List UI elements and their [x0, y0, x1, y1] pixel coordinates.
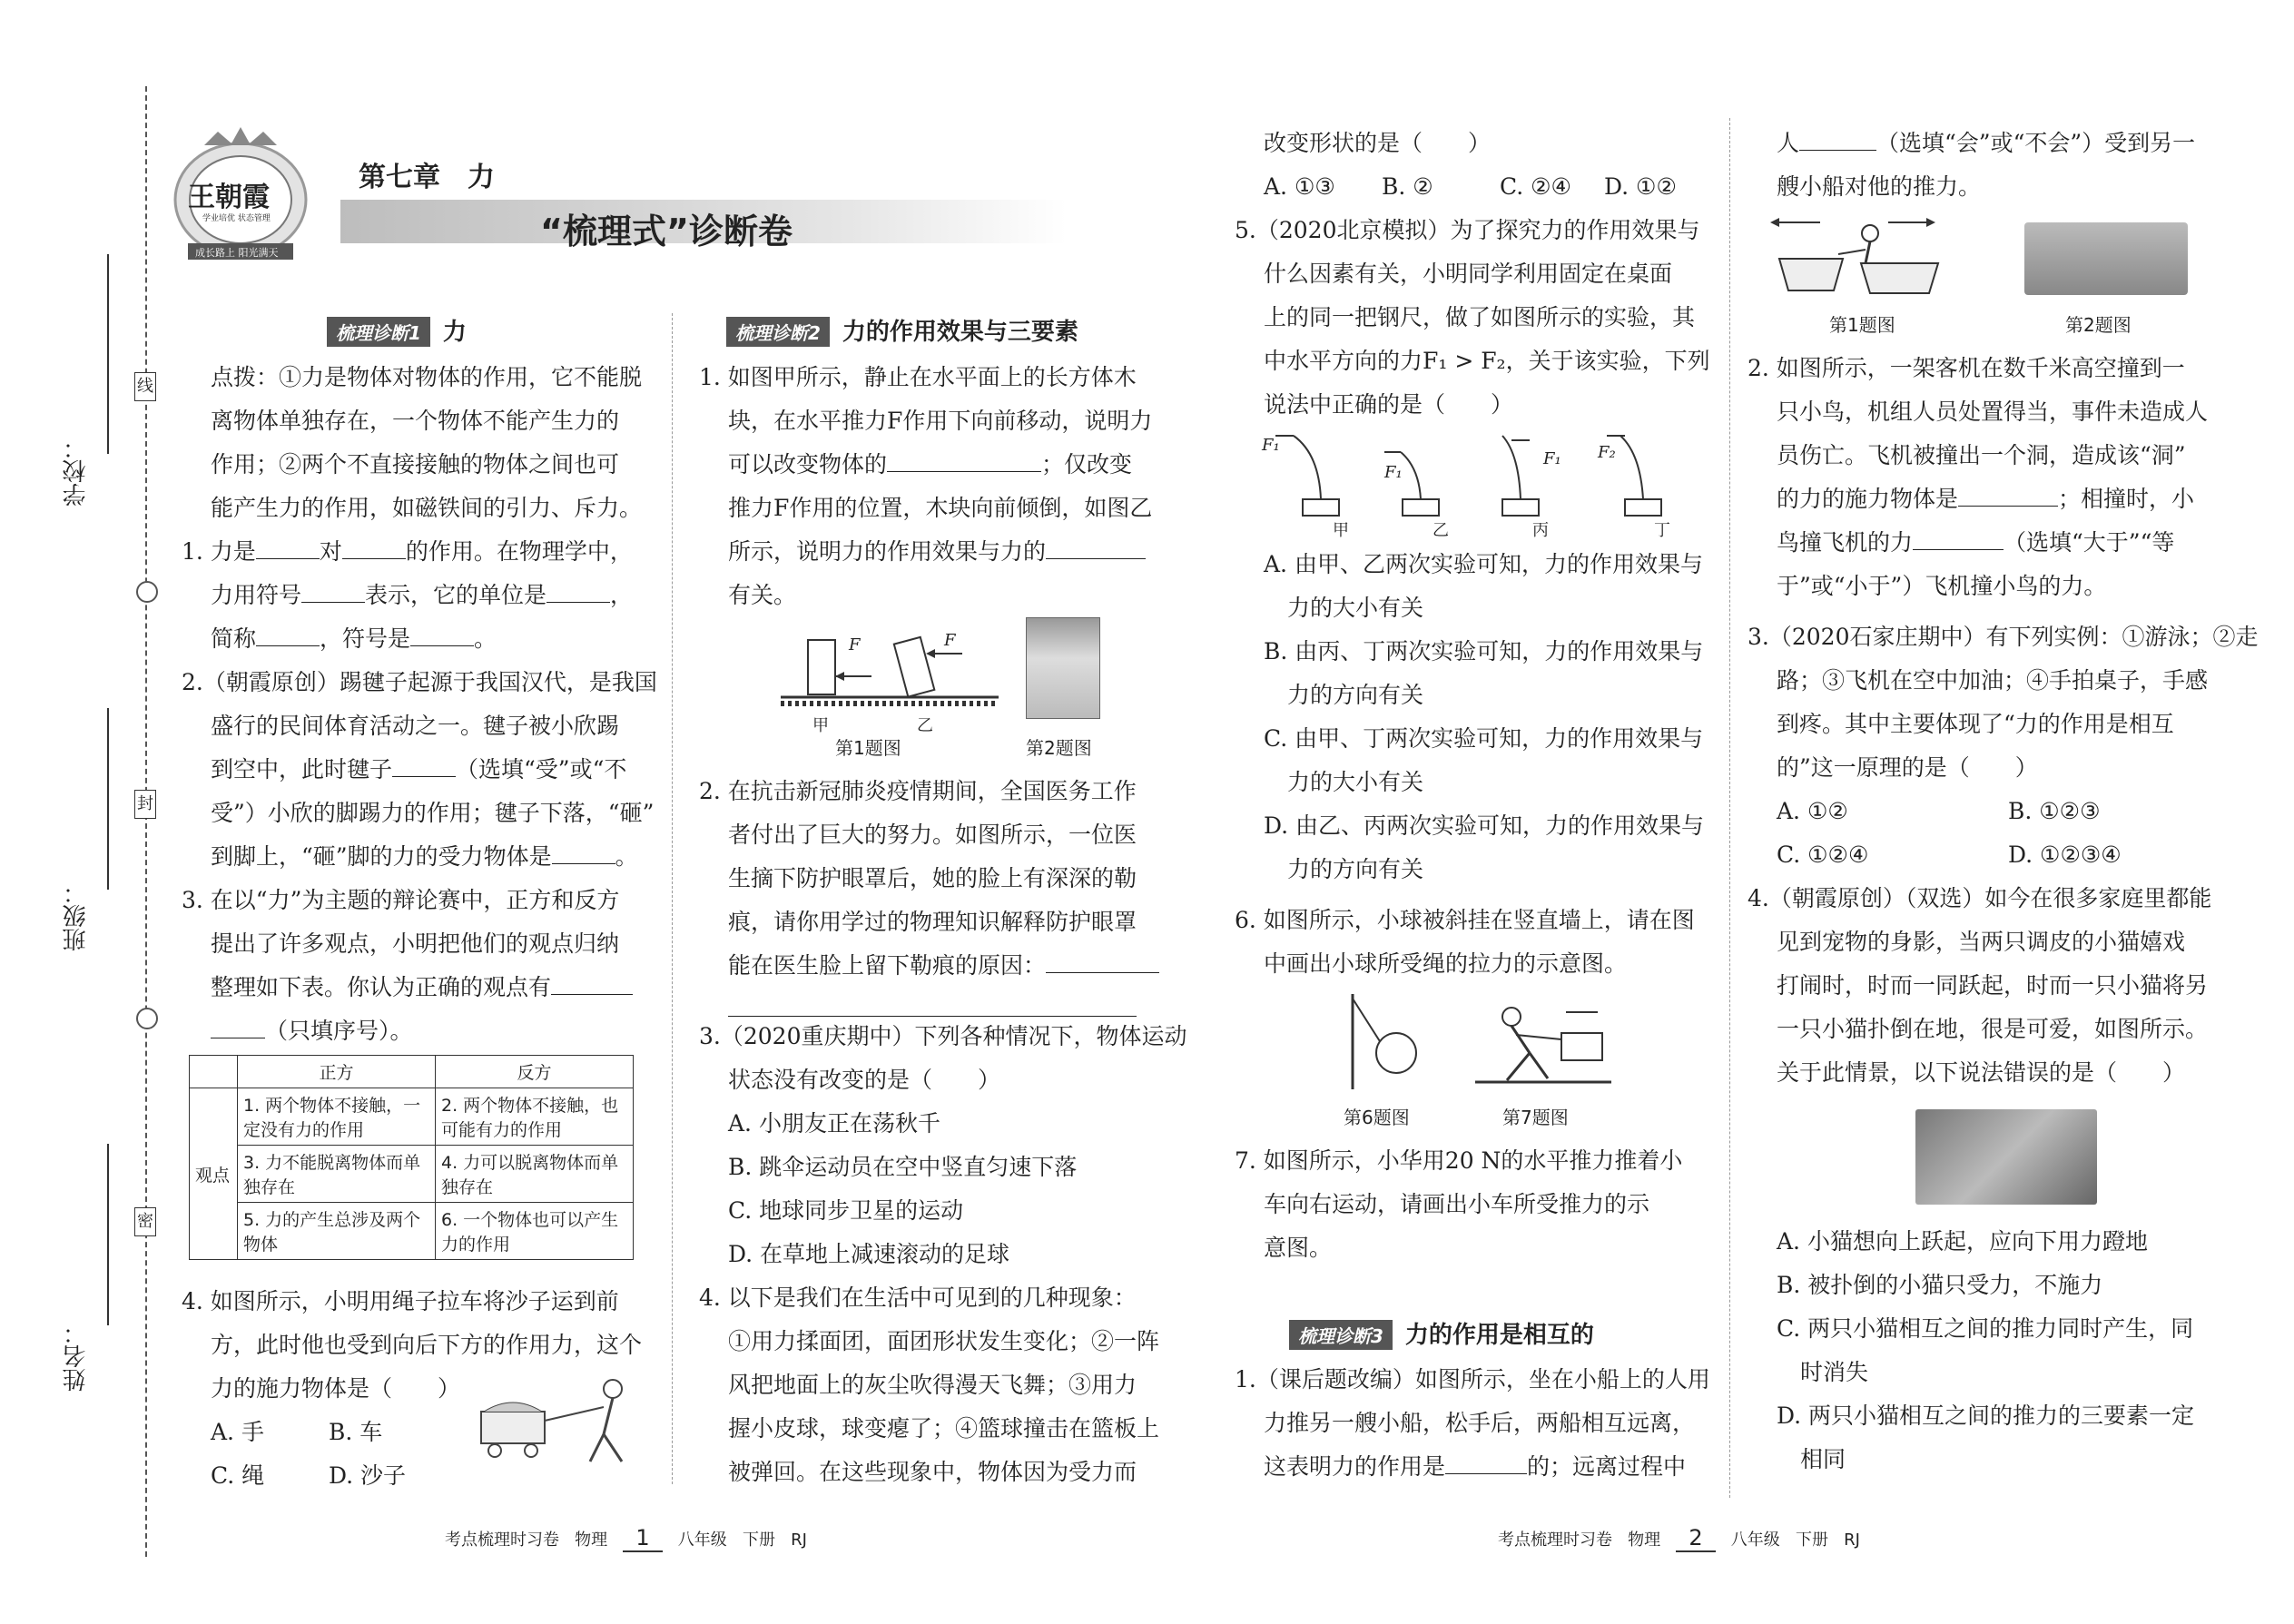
- q-text: （只填序号）。: [265, 1018, 413, 1044]
- q-text: 2. 如图所示，一架客机在数千米高空撞到一: [1748, 355, 2185, 381]
- tip-line: 点拨：①力是物体对物体的作用，它不能脱: [211, 364, 643, 390]
- name-label: 姓名：: [63, 1321, 90, 1392]
- q-text: 被弹回。在这些现象中，物体因为受力而: [728, 1459, 1137, 1485]
- class-label: 班级：: [63, 881, 90, 951]
- s2-question-3: [699, 1015, 1187, 1276]
- q-text: 4.（朝霞原创）（双选）如今在很多家庭里都能: [1748, 885, 2212, 911]
- section-3-title: 力的作用是相互的: [1404, 1322, 1594, 1349]
- logo-text: 王朝霞: [188, 182, 270, 213]
- option-b[interactable]: B. 跳伞运动员在空中竖直匀速下落: [728, 1154, 1078, 1180]
- tip-line: 离物体单独存在，一个物体不能产生力的: [211, 408, 620, 434]
- binding-hole-icon: [136, 581, 158, 603]
- q-text: 到疼。其中主要体现了“力的作用是相互: [1777, 711, 2174, 737]
- q-text: 艘小船对他的推力。: [1777, 173, 1982, 200]
- force-label: F₁: [1543, 449, 1561, 468]
- section-1-title: 力: [442, 319, 467, 346]
- answer-blank[interactable]: [1046, 538, 1146, 559]
- q-text: 这表明力的作用是: [1264, 1453, 1446, 1480]
- footer-text: 物理: [1628, 1530, 1661, 1550]
- caption-fig6: 第6题图: [1344, 1107, 1410, 1128]
- caption-fig2: 第2题图: [2065, 314, 2132, 336]
- option-a[interactable]: A. 由甲、乙两次实验可知，力的作用效果与: [1264, 551, 1703, 577]
- q-text: 鸟撞飞机的力: [1777, 529, 1914, 556]
- option-a-cont: 力的大小有关: [1287, 595, 1424, 621]
- q-text: 车向右运动，请画出小车所受推力的示: [1264, 1191, 1650, 1217]
- school-line: [107, 254, 109, 454]
- caption-fig2: 第2题图: [1026, 737, 1092, 759]
- brand-logo: [168, 127, 313, 259]
- table-cell: 2. 两个物体不接触，也可能有力的作用: [436, 1088, 634, 1146]
- column-divider: [672, 313, 673, 1484]
- option-b-cont: 力的方向有关: [1287, 682, 1424, 708]
- q-text: 到脚上，“砸”脚的力的受力物体是: [211, 843, 552, 870]
- q-text: 于”或“小于”）飞机撞小鸟的力。: [1777, 573, 2107, 599]
- footer-text: 考点梳理时习卷: [1498, 1530, 1612, 1550]
- q-text: 改变形状的是（ ）: [1264, 130, 1492, 156]
- option-a[interactable]: A. 手: [211, 1419, 264, 1445]
- boats-figure: [1770, 213, 1952, 304]
- page-number: 1: [623, 1525, 662, 1552]
- q-text: 的”这一原理的是（ ）: [1777, 754, 2038, 781]
- q-text: 推力F作用的位置，木块向前倾倒，如图乙: [728, 495, 1153, 521]
- binding-mark-feng: 封: [134, 790, 156, 819]
- q-text: ；仅改变: [1041, 451, 1133, 477]
- option-c-cont: 力的大小有关: [1287, 769, 1424, 795]
- q-text: 中水平方向的力F₁ > F₂，关于该实验，下列: [1264, 348, 1710, 374]
- s2-question-2: [699, 770, 1171, 1031]
- option-c[interactable]: C. ①②④: [1777, 842, 1869, 868]
- q-text: 什么因素有关，小明同学利用固定在桌面: [1264, 261, 1673, 287]
- q-text: 6. 如图所示，小球被斜挂在竖直墙上，请在图: [1235, 907, 1695, 933]
- answer-blank[interactable]: [728, 996, 1137, 1017]
- q-text: 关于此情景，以下说法错误的是（ ）: [1777, 1059, 2186, 1086]
- q-text: 说法中正确的是（ ）: [1264, 391, 1514, 418]
- ruler-label: 乙: [1433, 521, 1449, 540]
- q-text: 2. 在抗击新冠肺炎疫情期间，全国医务工作: [699, 778, 1137, 804]
- q-text: ，: [610, 582, 634, 608]
- q-text: 生摘下防护眼罩后，她的脸上有深深的勒: [728, 865, 1137, 891]
- q-text: 5.（2020北京模拟）为了探究力的作用效果与: [1235, 217, 1700, 243]
- table-cell: 3. 力不能脱离物体而单独存在: [238, 1146, 436, 1203]
- answer-blank[interactable]: [552, 843, 615, 864]
- q-text: 受”）小欣的脚踢力的作用；毽子下落，“砸”: [211, 800, 655, 826]
- q-text: 。: [474, 625, 497, 652]
- airplane-photo: [2024, 222, 2188, 295]
- s2-question-4: [699, 1276, 1171, 1494]
- footer-right: [1498, 1525, 1860, 1550]
- s1-question-1: [182, 530, 654, 661]
- footer-text: 下册: [742, 1530, 775, 1550]
- section-2-heading: [726, 313, 1078, 347]
- s3-question-1: [1235, 1358, 1725, 1489]
- q-text: 力推另一艘小船，松手后，两船相互远离，: [1264, 1410, 1696, 1436]
- option-d-cont: 相同: [1800, 1446, 1846, 1472]
- option-b[interactable]: B. ②: [1382, 173, 1433, 200]
- footer-text: 八年级: [677, 1530, 727, 1550]
- q-text: 块，在水平推力F作用下向前移动，说明力: [728, 408, 1153, 434]
- page-title: “梳理式”诊断卷: [540, 212, 793, 251]
- q-text: 1. 如图甲所示，静止在水平面上的长方体木: [699, 364, 1137, 390]
- option-c[interactable]: C. ②④: [1500, 173, 1571, 200]
- table-cell: 4. 力可以脱离物体而单独存在: [436, 1146, 634, 1203]
- option-c[interactable]: C. 由甲、丁两次实验可知，力的作用效果与: [1264, 725, 1704, 752]
- table-cell: 1. 两个物体不接触，一定没有力的作用: [238, 1088, 436, 1146]
- q-text: ，符号是: [320, 625, 411, 652]
- table-row-label: 观点: [190, 1088, 238, 1260]
- q-text: 有关。: [728, 582, 797, 608]
- option-c[interactable]: C. 绳: [211, 1462, 265, 1489]
- q-text: 4. 以下是我们在生活中可见到的几种现象：: [699, 1284, 1137, 1311]
- footer-text: 下册: [1795, 1530, 1828, 1550]
- answer-blank[interactable]: [410, 625, 474, 646]
- p2r-question-4: [1748, 877, 2238, 1095]
- section-1-tip: [211, 356, 646, 530]
- q-text: 见到宠物的身影，当两只调皮的小猫嬉戏: [1777, 929, 2186, 955]
- option-d[interactable]: D. ①②: [1604, 173, 1677, 200]
- doctor-photo: [1026, 617, 1100, 719]
- q-text: 1.（课后题改编）如图所示，坐在小船上的人用: [1235, 1366, 1710, 1393]
- option-c[interactable]: C. 两只小猫相互之间的推力同时产生，同: [1777, 1315, 2194, 1342]
- q-text: 路；③飞机在空中加油；④手拍桌子，手感: [1777, 667, 2209, 694]
- q-text: 到空中，此时毽子: [211, 756, 393, 782]
- caption-fig7: 第7题图: [1502, 1107, 1569, 1128]
- name-line: [107, 1144, 109, 1325]
- option-c-cont: 时消失: [1800, 1359, 1869, 1385]
- binding-mark-xian: 线: [134, 372, 156, 401]
- force-label: F: [849, 635, 861, 655]
- s1-question-2: [182, 661, 657, 879]
- q-text: 1. 力是: [182, 538, 256, 565]
- q-text: 能在医生脸上留下勒痕的原因：: [728, 952, 1047, 979]
- q-text: 7. 如图所示，小华用20 N的水平推力推着小: [1235, 1147, 1683, 1174]
- class-line: [107, 708, 109, 890]
- block-figure: [781, 626, 999, 726]
- option-b[interactable]: B. ①②③: [2008, 798, 2101, 824]
- force-label: F₁: [1384, 463, 1403, 482]
- logo-sub2: 成长路上 阳光满天: [195, 247, 279, 259]
- answer-blank[interactable]: [211, 1018, 265, 1038]
- q-text: 风把地面上的灰尘吹得漫天飞舞；③用力: [728, 1372, 1137, 1398]
- q-text: 员伤亡。飞机被撞出一个洞，造成该“洞”: [1777, 442, 2186, 468]
- answer-blank[interactable]: [392, 756, 456, 777]
- footer-text: RJ: [1844, 1530, 1860, 1550]
- answer-blank[interactable]: [1445, 1453, 1527, 1474]
- section-2-badge: 梳理诊断2: [726, 317, 830, 347]
- p2-question-5: [1235, 209, 1725, 427]
- answer-blank[interactable]: [1958, 486, 2058, 507]
- figure-label-jia: 甲: [812, 716, 829, 735]
- ball-wall-figure: [1344, 994, 1443, 1094]
- q-text: 一只小猫扑倒在地，很是可爱，如图所示。: [1777, 1016, 2209, 1042]
- section-3-badge: 梳理诊断3: [1289, 1320, 1393, 1350]
- option-a[interactable]: A. ①②: [1777, 798, 1848, 824]
- logo-sub1: 学业培优 状态管理: [202, 214, 271, 223]
- option-d-cont: 力的方向有关: [1287, 856, 1424, 882]
- cats-photo: [1915, 1109, 2097, 1205]
- q-text: 打闹时，时而一同跃起，时而一只小猫将另: [1777, 972, 2209, 999]
- answer-blank[interactable]: [546, 582, 610, 603]
- q-text: 力的施力物体是（ ）: [211, 1375, 461, 1402]
- section-1-heading: [327, 313, 467, 347]
- option-d[interactable]: D. 由乙、丙两次实验可知，力的作用效果与: [1264, 812, 1705, 839]
- footer-text: 考点梳理时习卷: [445, 1530, 559, 1550]
- force-label: F₁: [1262, 436, 1280, 455]
- q-text: 2.（朝霞原创）踢毽子起源于我国汉代，是我国: [182, 669, 657, 695]
- q-text: （选填“会”或“不会”）受到另一: [1876, 130, 2196, 156]
- column-divider: [1729, 118, 1730, 1498]
- footer-left: [445, 1525, 807, 1550]
- answer-blank[interactable]: [256, 538, 320, 559]
- q-text: 的力的施力物体是: [1777, 486, 1959, 512]
- binding-mark-mi: 密: [134, 1207, 156, 1236]
- q-text: 握小皮球，球变瘪了；④篮球撞击在篮板上: [728, 1415, 1160, 1442]
- q-text: 者付出了巨大的努力。如图所示，一位医: [728, 822, 1137, 848]
- p2r-question-3: [1748, 615, 2259, 877]
- p2-q4-continued: [1235, 122, 1725, 209]
- q-text: 只小鸟，机组人员处置得当，事件未造成人: [1777, 399, 2209, 425]
- q-text: 提出了许多观点，小明把他们的观点归纳: [211, 930, 620, 957]
- debate-table: [189, 1055, 634, 1260]
- tip-line: 能产生力的作用，如磁铁间的引力、斥力。: [211, 495, 643, 521]
- s2-question-1: [699, 356, 1171, 617]
- q-text: 人: [1777, 130, 1800, 156]
- q-text: 3. 在以“力”为主题的辩论赛中，正方和反方: [182, 887, 620, 913]
- section-3-heading: [1289, 1316, 1594, 1350]
- table-header: 正方: [238, 1056, 436, 1088]
- answer-blank[interactable]: [1799, 130, 1876, 151]
- option-a[interactable]: A. 小猫想向上跃起，应向下用力蹬地: [1777, 1228, 2148, 1255]
- q-text: 上的同一把钢尺，做了如图所示的实验，其: [1264, 304, 1696, 330]
- footer-text: 八年级: [1730, 1530, 1780, 1550]
- option-b[interactable]: B. 被扑倒的小猫只受力，不施力: [1777, 1272, 2103, 1298]
- ruler-label: 甲: [1333, 521, 1349, 540]
- q-text: 整理如下表。你认为正确的观点有: [211, 974, 552, 1000]
- option-c[interactable]: C. 地球同步卫星的运动: [728, 1197, 964, 1224]
- q-text: 3.（2020石家庄期中）有下列实例：①游泳；②走: [1748, 624, 2259, 650]
- table-header: 反方: [436, 1056, 634, 1088]
- school-label: 学校：: [63, 436, 90, 507]
- p2-question-7: [1235, 1139, 1725, 1270]
- p2-q5-options: [1235, 543, 1725, 891]
- q-text: （选填“受”或“不: [456, 756, 627, 782]
- q-text: 表示，它的单位是: [365, 582, 547, 608]
- q-text: 所示，说明力的作用效果与力的: [728, 538, 1047, 565]
- answer-blank[interactable]: [551, 974, 633, 995]
- cart-figure: [477, 1371, 640, 1471]
- s1-question-3: [182, 879, 654, 1053]
- option-d[interactable]: D. ①②③④: [2008, 842, 2122, 868]
- q-text: （选填“大于”“等: [2004, 529, 2175, 556]
- q-text: 方，此时他也受到向后下方的作用力，这个: [211, 1332, 643, 1358]
- ruler-label: 丙: [1532, 521, 1549, 540]
- option-d[interactable]: D. 沙子: [329, 1462, 407, 1489]
- table-cell: 6. 一个物体也可以产生力的作用: [436, 1203, 634, 1260]
- q-text: 4. 如图所示，小明用绳子拉车将沙子运到前: [182, 1288, 619, 1314]
- caption-fig1: 第1题图: [1829, 314, 1895, 336]
- push-cart-figure: [1475, 999, 1611, 1089]
- q-text: 的；远离过程中: [1527, 1453, 1687, 1480]
- header-banner: [168, 127, 1162, 259]
- q-text: 可以改变物体的: [728, 451, 888, 477]
- answer-blank[interactable]: [256, 625, 320, 646]
- binding-hole-icon: [136, 1008, 158, 1029]
- chapter-title: 第七章 力: [359, 162, 495, 193]
- answer-blank[interactable]: [301, 582, 365, 603]
- q-text: ①用力揉面团，面团形状发生变化；②一阵: [728, 1328, 1160, 1354]
- footer-text: 物理: [575, 1530, 608, 1550]
- q-text: 简称: [211, 625, 257, 652]
- q-text: 3.（2020重庆期中）下列各种情况下，物体运动: [699, 1023, 1187, 1049]
- answer-blank[interactable]: [342, 538, 406, 559]
- q-text: ；相撞时，小: [2058, 486, 2195, 512]
- p2r-question-2: [1748, 347, 2238, 608]
- binding-dashed-line: [145, 86, 147, 1557]
- p2-question-6: [1235, 899, 1725, 986]
- answer-blank[interactable]: [1046, 952, 1159, 973]
- figure-label-yi: 乙: [917, 716, 933, 735]
- p2r-q4-options: [1748, 1220, 2238, 1481]
- option-a[interactable]: A. ①③: [1264, 173, 1335, 200]
- table-cell: 5. 力的产生总涉及两个物体: [238, 1203, 436, 1260]
- answer-blank[interactable]: [887, 451, 1041, 472]
- q-text: 的作用。在物理学中，: [405, 538, 633, 565]
- footer-text: RJ: [791, 1530, 807, 1550]
- force-label: F: [944, 631, 956, 650]
- section-2-title: 力的作用效果与三要素: [842, 319, 1078, 346]
- option-b[interactable]: B. 车: [329, 1419, 383, 1445]
- q-text: 。: [615, 843, 638, 870]
- caption-fig1: 第1题图: [835, 737, 901, 759]
- q-text: 状态没有改变的是（ ）: [728, 1067, 1001, 1093]
- ruler-label: 丁: [1654, 521, 1670, 540]
- q-text: 盛行的民间体育活动之一。毽子被小欣踢: [211, 713, 620, 739]
- page-number: 2: [1676, 1525, 1715, 1552]
- s3-q1-continued: [1748, 122, 2238, 209]
- option-a[interactable]: A. 小朋友正在荡秋千: [728, 1110, 940, 1137]
- option-d[interactable]: D. 两只小猫相互之间的推力的三要素一定: [1777, 1403, 2195, 1429]
- q-text: 对: [319, 538, 342, 565]
- answer-blank[interactable]: [1913, 529, 2004, 550]
- section-1-badge: 梳理诊断1: [327, 317, 430, 347]
- q-text: 痕，请你用学过的物理知识解释防护眼罩: [728, 909, 1137, 935]
- q-text: 意图。: [1264, 1235, 1333, 1261]
- option-b[interactable]: B. 由丙、丁两次实验可知，力的作用效果与: [1264, 638, 1704, 664]
- tip-line: 作用；②两个不直接接触的物体之间也可: [211, 451, 620, 477]
- q-text: 中画出小球所受绳的拉力的示意图。: [1264, 950, 1628, 977]
- option-d[interactable]: D. 在草地上减速滚动的足球: [728, 1241, 1010, 1267]
- force-label: F₂: [1598, 443, 1616, 462]
- q-text: 力用符号: [211, 582, 302, 608]
